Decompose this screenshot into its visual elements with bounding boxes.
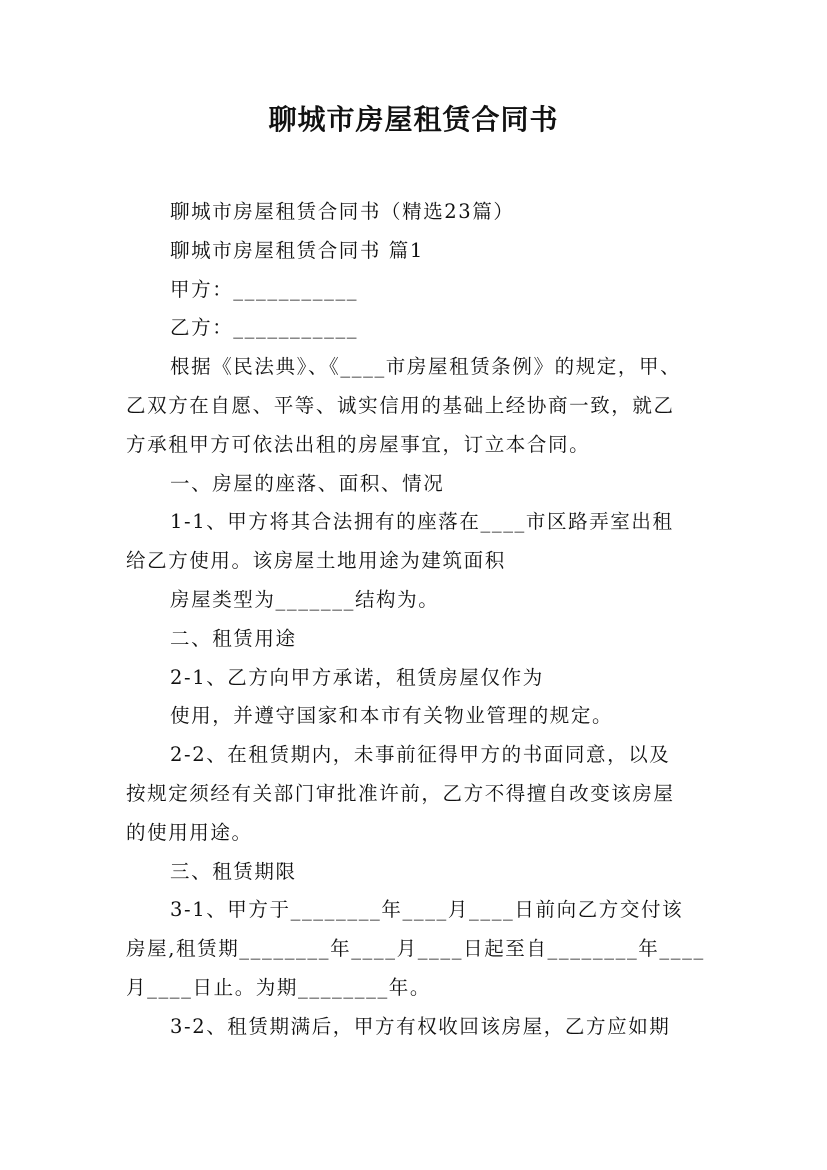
paragraph-line-6: 乙双方在自愿、平等、诚实信用的基础上经协商一致，就乙 xyxy=(126,393,675,417)
paragraph-line-3: 甲方：___________ xyxy=(170,277,359,301)
paragraph-line-21: 月____日止。为期________年。 xyxy=(126,975,431,999)
paragraph-line-17: 的使用用途。 xyxy=(126,820,253,844)
paragraph-line-15: 2-2、在租赁期内，未事前征得甲方的书面同意，以及 xyxy=(170,743,671,767)
document-title: 聊城市房屋租赁合同书 xyxy=(268,103,559,136)
paragraph-line-11: 房屋类型为_______结构为。 xyxy=(170,587,440,611)
paragraph-line-7: 方承租甲方可依法出租的房屋事宜，订立本合同。 xyxy=(126,432,591,456)
paragraph-line-19: 3-1、甲方于________年____月____日前向乙方交付该 xyxy=(170,898,684,922)
paragraph-line-22: 3-2、租赁期满后，甲方有权收回该房屋，乙方应如期 xyxy=(170,1014,671,1038)
section-heading-2: 二、租赁用途 xyxy=(170,626,297,650)
paragraph-line-1: 聊城市房屋租赁合同书（精选23篇） xyxy=(170,200,515,223)
paragraph-line-16: 按规定须经有关部门审批准许前，乙方不得擅自改变该房屋 xyxy=(126,781,675,805)
paragraph-line-4: 乙方：___________ xyxy=(170,316,359,340)
section-heading-1: 一、房屋的座落、面积、情况 xyxy=(170,471,445,495)
paragraph-line-14: 使用，并遵守国家和本市有关物业管理的规定。 xyxy=(170,704,614,728)
document-body xyxy=(126,193,716,1047)
paragraph-line-10: 给乙方使用。该房屋土地用途为建筑面积 xyxy=(126,549,506,573)
paragraph-line-13: 2-1、乙方向甲方承诺，租赁房屋仅作为 xyxy=(170,665,544,689)
section-heading-3: 三、租赁期限 xyxy=(170,859,297,883)
paragraph-line-2: 聊城市房屋租赁合同书 篇1 xyxy=(170,238,424,262)
paragraph-line-20: 房屋,租赁期________年____月____日起至自________年____ xyxy=(126,937,705,961)
paragraph-line-9: 1-1、甲方将其合法拥有的座落在____市区路弄室出租 xyxy=(170,510,674,534)
paragraph-line-5: 根据《民法典》、《____市房屋租赁条例》的规定，甲、 xyxy=(170,355,682,379)
